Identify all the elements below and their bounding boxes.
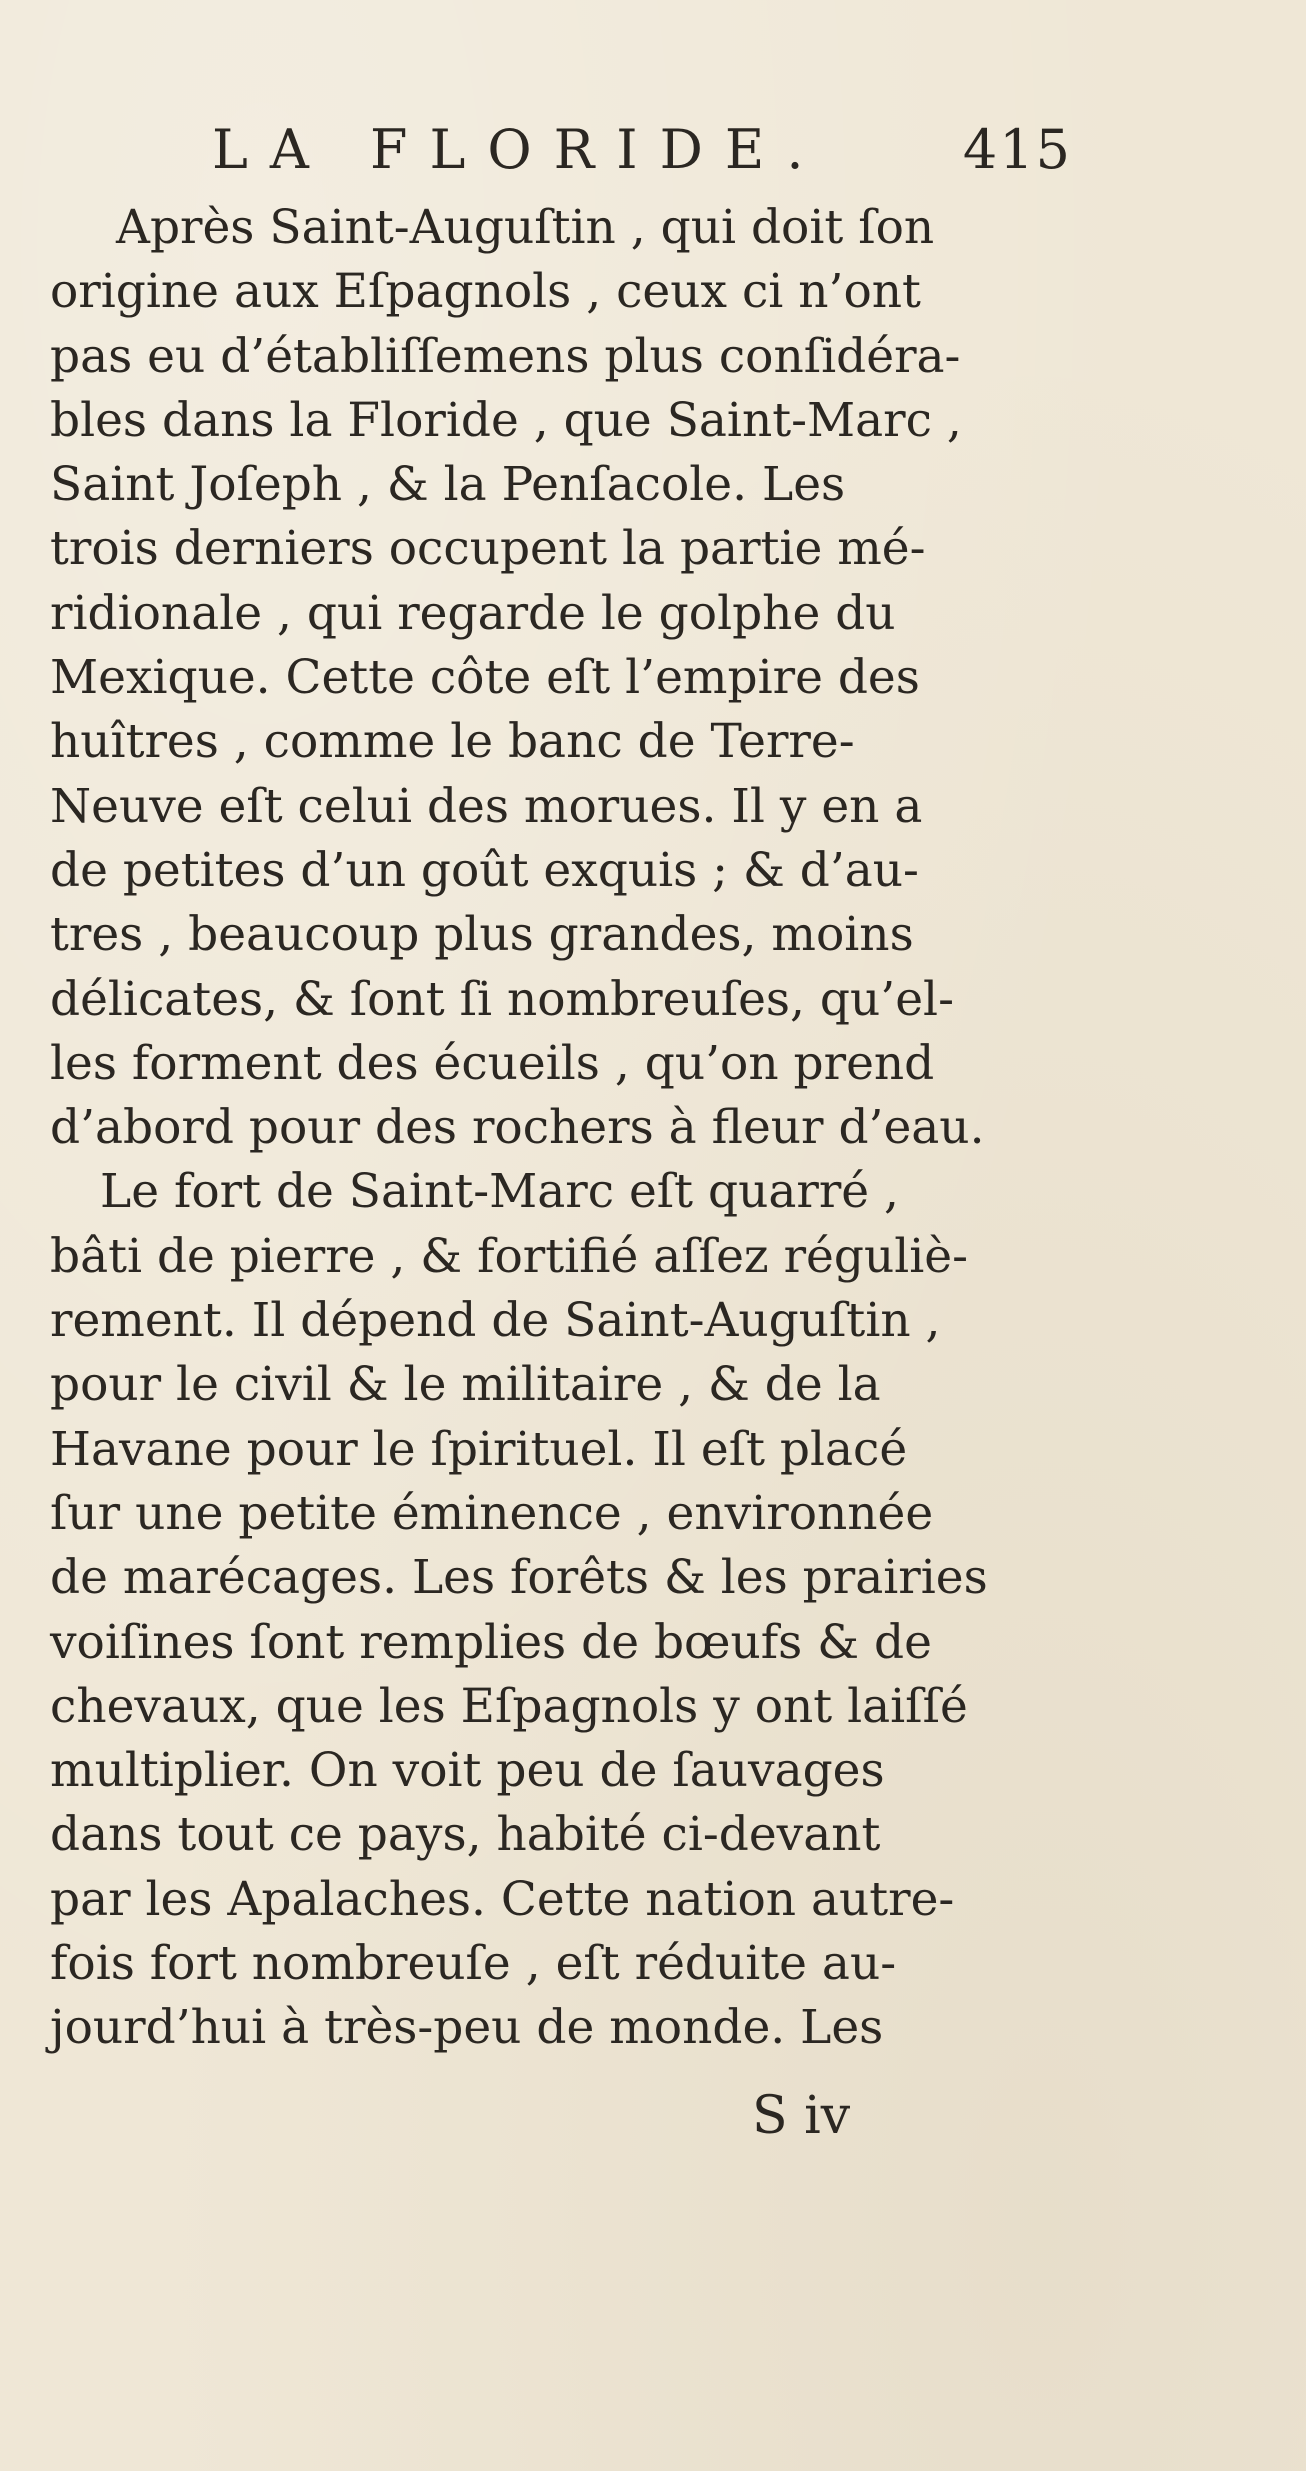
text-line: ſur une petite éminence , environnée — [50, 1485, 934, 1541]
page-number: 415 — [962, 118, 1072, 181]
text-line: multiplier. On voit peu de ſauvages — [50, 1743, 885, 1799]
text-line: jourd’hui à très-peu de monde. Les — [50, 2000, 884, 2056]
page-header — [212, 118, 1072, 198]
text-line: de marécages. Les forêts & les prairies — [50, 1550, 988, 1606]
text-line: d’abord pour des rochers à fleur d’eau. — [50, 1100, 985, 1156]
text-line: Havane pour le ſpirituel. Il eſt placé — [50, 1421, 908, 1477]
text-line: de petites d’un goût exquis ; & d’au- — [50, 842, 919, 898]
text-line: huîtres , comme le banc de Terre- — [50, 714, 855, 770]
text-line: Le fort de Saint-Marc eſt quarré , — [100, 1164, 899, 1220]
signature-mark: S iv — [752, 2086, 851, 2146]
text-line: voiſines ſont remplies de bœufs & de — [50, 1614, 932, 1670]
text-line: tres , beaucoup plus grandes, moins — [50, 907, 914, 963]
body-text — [50, 196, 1050, 2061]
text-line: dans tout ce pays, habité ci-devant — [50, 1807, 881, 1863]
text-line: Mexique. Cette côte eſt l’empire des — [50, 650, 920, 706]
text-line: Après Saint-Auguſtin , qui doit ſon — [116, 200, 935, 255]
text-line: chevaux, que les Eſpagnols y ont laiſſé — [50, 1678, 968, 1734]
text-line: fois fort nombreuſe , eſt réduite au- — [50, 1936, 897, 1992]
text-line: trois derniers occupent la partie mé- — [50, 521, 926, 577]
text-line: par les Apalaches. Cette nation autre- — [50, 1871, 955, 1927]
text-line: délicates, & ſont ſi nombreuſes, qu’el- — [50, 971, 954, 1027]
text-line: pour le civil & le militaire , & de la — [50, 1357, 881, 1413]
text-line: origine aux Eſpagnols , ceux ci n’ont — [50, 264, 921, 320]
text-line: les forment des écueils , qu’on prend — [50, 1035, 935, 1091]
text-line: bles dans la Floride , que Saint-Marc , — [50, 392, 962, 448]
text-line: bâti de pierre , & fortifié aſſez réguliè- — [50, 1228, 968, 1284]
running-title: LA FLORIDE. — [212, 118, 826, 181]
text-line: Neuve eſt celui des morues. Il y en a — [50, 778, 923, 834]
text-line: rement. Il dépend de Saint-Auguſtin , — [50, 1293, 941, 1349]
text-line: ridionale , qui regarde le golphe du — [50, 585, 896, 641]
text-line: pas eu d’établiſſemens plus conſidéra- — [50, 328, 961, 384]
text-line: Saint Joſeph , & la Penſacole. Les — [50, 457, 846, 513]
